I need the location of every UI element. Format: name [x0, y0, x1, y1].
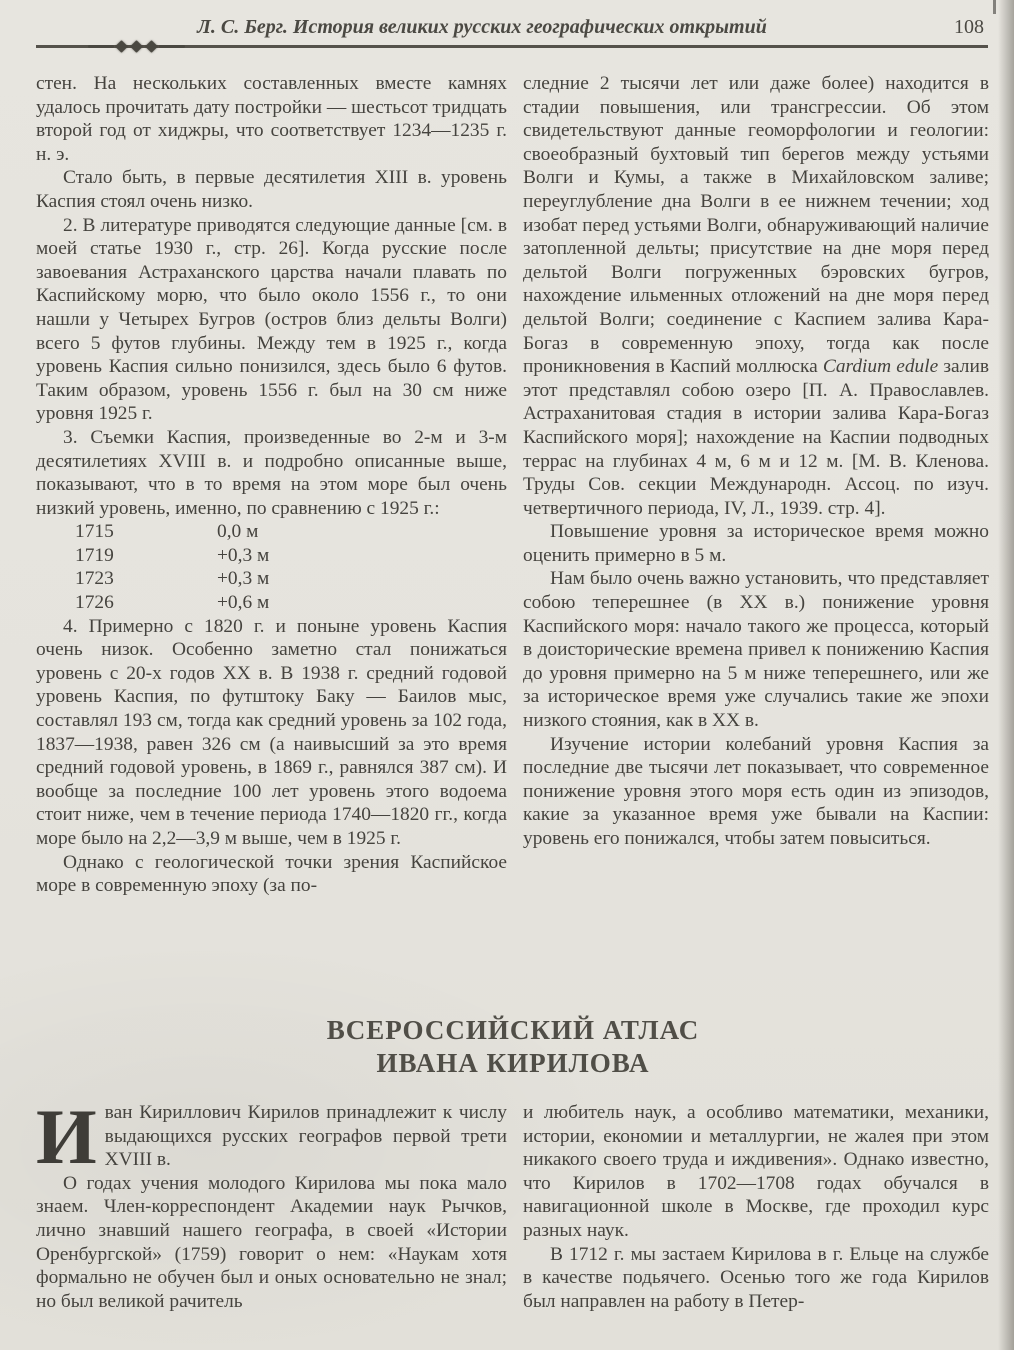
paragraph: 3. Съемки Каспия, произведенные во 2-м и 3-м десятилетиях XVIII в. и подробно описанные выше, показывают, что в то время на этом море был очень низкий уровень, именно, по сравнению с 1925 г.:: [36, 426, 507, 519]
header-rule-ornament-icon: [88, 38, 185, 54]
section-title-line-1: ВСЕРОССИЙСКИЙ АТЛАС: [326, 1015, 700, 1045]
paragraph: стен. На нескольких составленных вместе камнях удалось прочитать дату постройки — шестьсот тридцать второй год от хиджры, что соответствует 1234—1235 г. н. э.: [36, 73, 507, 165]
year-cell: 1715: [75, 521, 114, 543]
right-column: [523, 1101, 989, 1313]
paragraph: Повышение уровня за историческое время можно оценить примерно в 5 м.: [523, 521, 989, 566]
table-row: [75, 520, 507, 544]
table-row: [75, 544, 507, 568]
value-cell: +0,3 м: [217, 544, 270, 566]
section-title-line-2: ИВАНА КИРИЛОВА: [376, 1048, 650, 1078]
left-column: [36, 72, 507, 1004]
ornament-line: [159, 45, 185, 48]
paragraph: Нам было очень важно установить, что представляет собою теперешнее (в XX в.) понижение уровня Каспийского моря: начало такого же процесса, который в доисторические времена привел к понижению Каспия до уровня примерно на 5 м ниже теперешнего, или же за историческое время уже случались такие же эпохи низкого стояния, как в XX в.: [523, 568, 989, 732]
paragraph: О годах учения молодого Кирилова мы пока мало знаем. Член-корреспондент Академии наук Рычков, лично знавший нашего географа, в своей «Истории Оренбургской» (1759) говорит о нем: «Наукам хотя формально не обучен был и оных основательно не знал; но был великой рачитель: [36, 1172, 507, 1312]
table-row: [75, 591, 507, 615]
section-title: [36, 1014, 990, 1080]
paragraph: [36, 1093, 507, 1180]
paragraph: В 1712 г. мы застаем Кирилова в г. Ельце на службе в качестве подьячего. Осенью того же года Кирилов был направлен на работу в Петер-: [523, 1243, 989, 1312]
left-column: [36, 1093, 507, 1313]
paragraph: Однако с геологической точки зрения Каспийское море в современную эпоху (за по-: [36, 851, 507, 897]
caspian-article: [36, 72, 990, 1004]
species-name-italic: Cardium edule: [822, 356, 939, 378]
year-cell: 1726: [75, 592, 114, 614]
running-title: Л. С. Берг. История великих русских географических открытий: [197, 16, 767, 38]
right-column: [523, 72, 989, 1004]
value-cell: 0,0 м: [217, 521, 259, 543]
paragraph: и любитель наук, а особливо математики, механики, истории, економии и металлургии, не жалея при этом никакого своего труда и иждивения». Однако известно, что Кирилов в 1702—1708 годах обучался в навигационной школе в Москве, где проходил курс разных наук.: [523, 1102, 989, 1241]
paragraph: Стало быть, в первые десятилетия XIII в. уровень Каспия стоял очень низко.: [36, 167, 507, 212]
atlas-article: [36, 1093, 990, 1313]
year-cell: 1719: [75, 544, 114, 566]
page-header: [36, 14, 988, 48]
value-cell: +0,6 м: [217, 592, 270, 614]
paragraph-text: залив этот представлял собою озеро [П. А. Православлев. Астраханитовая стадия в истории залива Кара-Богаз Каспийского моря]; нахождение на Каспии подводных террас на глубинах 4 м, 6 м и 12 м. [М. В. Кленова. Труды Сов. секции Международн. Ассоц. по изуч. четвертичного периода, IV, Л., 1939. стр. 4].: [523, 356, 990, 519]
paragraph: 2. В литературе приводятся следующие данные [см. в моей статье 1930 г., стр. 26]. Когда русские после завоевания Астраханского царства начали плавать по Каспийскому морю, что было около 1556 г., то они нашли у Четырех Бугров (остров близ дельты Волги) всего 5 футов глубины. Между тем в 1925 г., когда уровень Каспия сильно понизился, здесь было 6 футов. Таким образом, уровень 1556 г. был на 30 см ниже уровня 1925 г.: [36, 214, 507, 425]
ornament-diamond: [115, 40, 128, 53]
paragraph: 4. Примерно с 1820 г. и поныне уровень Каспия очень низок. Особенно заметно стал понижаться уровень с 20-х годов XX в. В 1938 г. средний годовой уровень Каспия, по футштоку Баку — Баилов мыс, составлял 193 см, тогда как средний уровень за 102 года, 1837—1938, равен 326 см (а наивысший за это время средний годовой уровень, в 1869 г., равнялся 387 см). И вообще за последние 100 лет уровень этого водоема стоит ниже, чем в течение периода 1740—1820 гг., когда море было на 2,2—3,9 м выше, чем в 1925 г.: [36, 615, 507, 849]
table-row: [75, 567, 507, 591]
paragraph-text: следние 2 тысячи лет или даже более) находится в стадии повышения, или трансгрессии. Об этом свидетельствуют данные геоморфологии и геологии: своеобразный бухтовый тип берегов между устьями Волги и Кумы, а также в Михайловском заливе; переуглубление дна Волги в ее нижнем течении; ход изобат перед устьями Волги, обнаруживающий наличие затопленной дельты; присутствие на дне моря перед дельтой Волги погруженных бэровских бугров, нахождение ильменных отложений на дне моря перед дельтой Волги; соединение с Каспием залива Кара-Богаз в современную эпоху, тогда как после проникновения в Каспий моллюска: [523, 73, 989, 378]
value-cell: +0,3 м: [217, 568, 270, 590]
paragraph-text: ван Кириллович Кирилов принадлежит к числу выдающихся русских географов первой трети XVIII в.: [104, 1102, 507, 1171]
sea-level-table: [36, 520, 507, 614]
drop-cap: И: [36, 1093, 97, 1180]
ornament-diamond: [130, 40, 143, 53]
paragraph: [523, 72, 989, 520]
page-number: 108: [954, 16, 984, 38]
paragraph: Изучение истории колебаний уровня Каспия за последние две тысячи лет показывает, что современное понижение уровня этого моря есть один из эпизодов, какие за указанное время уже бывали на Каспии: уровень его понижался, чтобы затем повыситься.: [523, 733, 989, 849]
ornament-diamond: [145, 40, 158, 53]
ornament-line: [88, 45, 114, 48]
year-cell: 1723: [75, 568, 114, 590]
